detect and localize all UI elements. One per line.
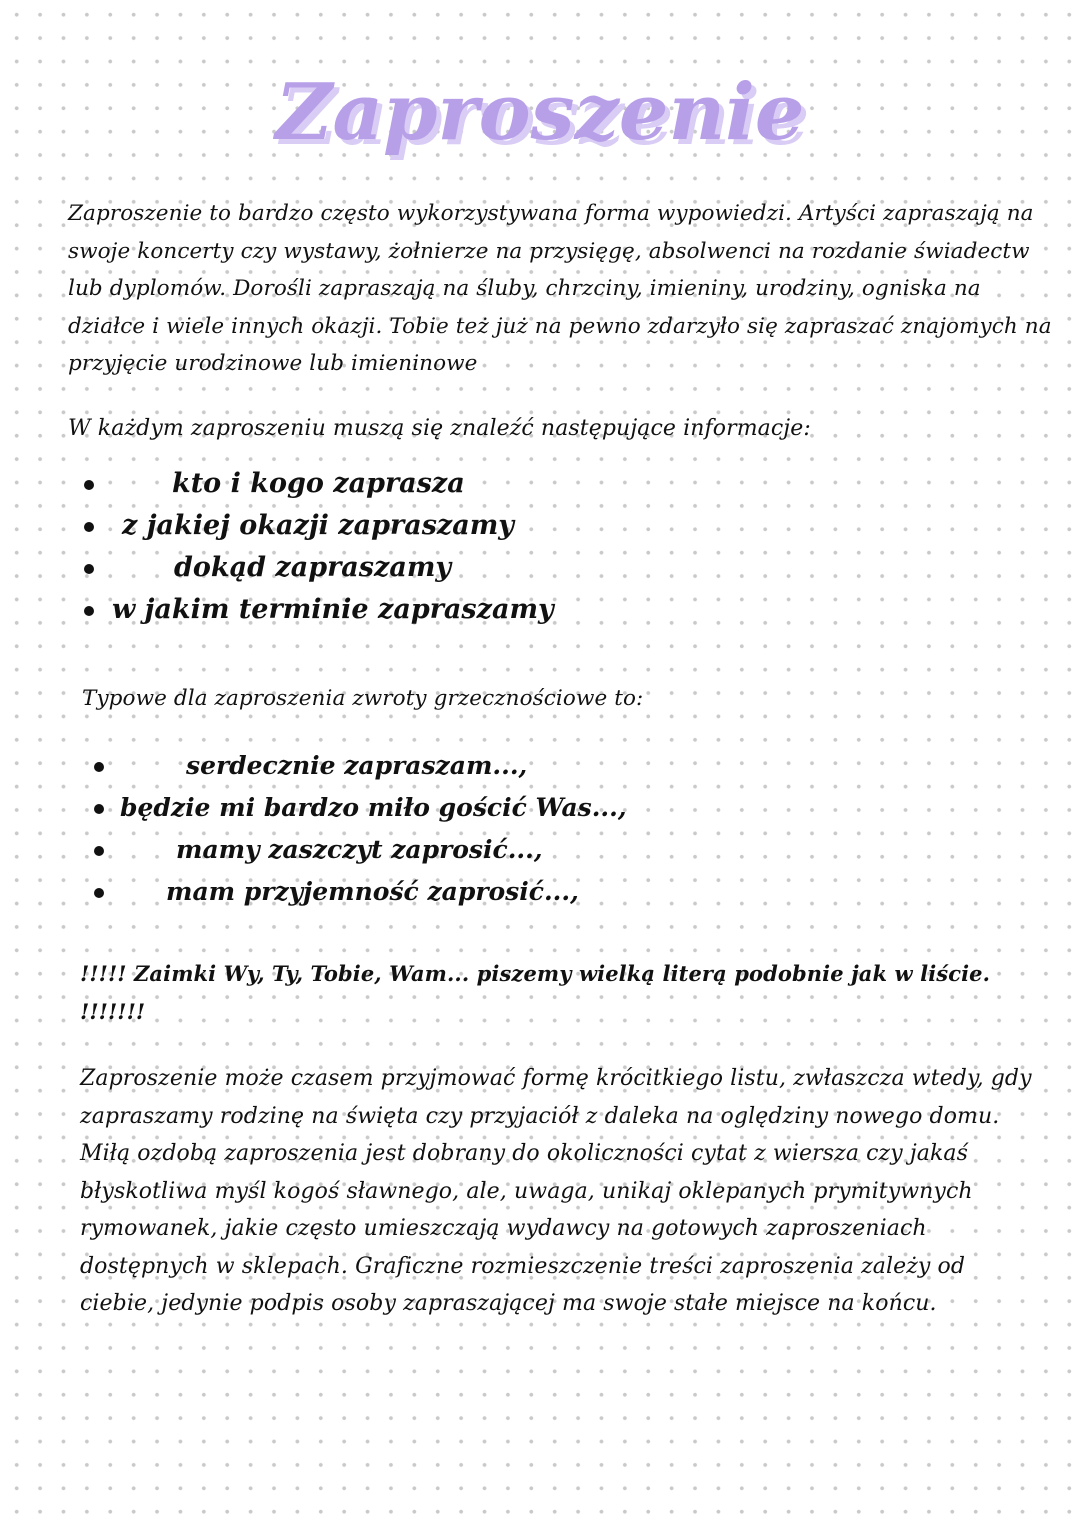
bullet-icon <box>94 846 104 856</box>
list-item-text: kto i kogo zaprasza <box>172 468 465 499</box>
bullet-icon <box>94 888 104 898</box>
list-item <box>94 745 694 787</box>
phrases-heading: Typowe dla zaproszenia zwroty grzecznościowe to: <box>82 686 644 711</box>
info-heading: W każdym zaproszeniu muszą się znaleźć następujące informacje: <box>68 416 811 441</box>
list-item-text: będzie mi bardzo miło gościć Was..., <box>120 793 627 822</box>
bullet-icon <box>84 564 94 574</box>
list-item <box>84 589 684 631</box>
closing-paragraph: Zaproszenie może czasem przyjmować formę krócitkiego listu, zwłaszcza wtedy, gdy zapraszamy rodzinę na święta czy przyjaciół z daleka na oględziny nowego domu. Miłą ozdobą zaproszenia jest dobrany do okoliczności cytat z wiersza czy jakaś błyskotliwa myśl kogoś sławnego, ale, uwaga, unikaj oklepanych prymitywnych rymowanek, jakie często umieszczają wydawcy na gotowych zaproszeniach dostępnych w sklepach. Graficzne rozmieszczenie treści zaproszenia zależy od ciebie, jedynie podpis osoby zapraszającej ma swoje stałe miejsce na końcu. <box>80 1066 1032 1316</box>
bullet-icon <box>84 606 94 616</box>
list-item <box>84 505 684 547</box>
list-item <box>94 871 694 913</box>
page-title: Zaproszenie <box>275 67 805 158</box>
list-item <box>84 547 684 589</box>
list-item <box>84 463 684 505</box>
list-item-text: mamy zaszczyt zaprosić..., <box>176 835 543 864</box>
bullet-icon <box>84 522 94 532</box>
bullet-icon <box>94 762 104 772</box>
info-list <box>84 463 684 631</box>
list-item-text: z jakiej okazji zapraszamy <box>122 510 514 541</box>
list-item-text: dokąd zapraszamy <box>174 552 452 583</box>
pronoun-warning: !!!!! Zaimki Wy, Ty, Tobie, Wam... piszemy wielką literą podobnie jak w liście. !!!!!!! <box>80 961 991 1024</box>
phrases-list <box>94 745 694 913</box>
intro-paragraph: Zaproszenie to bardzo często wykorzystywana forma wypowiedzi. Artyści zapraszają na swoje koncerty czy wystawy, żołnierze na przysięgę, absolwenci na rozdanie świadectw lub dyplomów. Dorośli zapraszają na śluby, chrzciny, imieniny, urodziny, ogniska na działce i wiele innych okazji. Tobie też już na pewno zdarzyło się zapraszać znajomych na przyjęcie urodzinowe lub imieninowe <box>68 201 1052 376</box>
bullet-icon <box>84 480 94 490</box>
bullet-icon <box>94 804 104 814</box>
list-item-text: w jakim terminie zapraszamy <box>112 594 554 625</box>
list-item-text: serdecznie zapraszam..., <box>186 751 528 780</box>
list-item <box>94 829 694 871</box>
list-item-text: mam przyjemność zaprosić..., <box>166 877 579 906</box>
list-item <box>94 787 694 829</box>
